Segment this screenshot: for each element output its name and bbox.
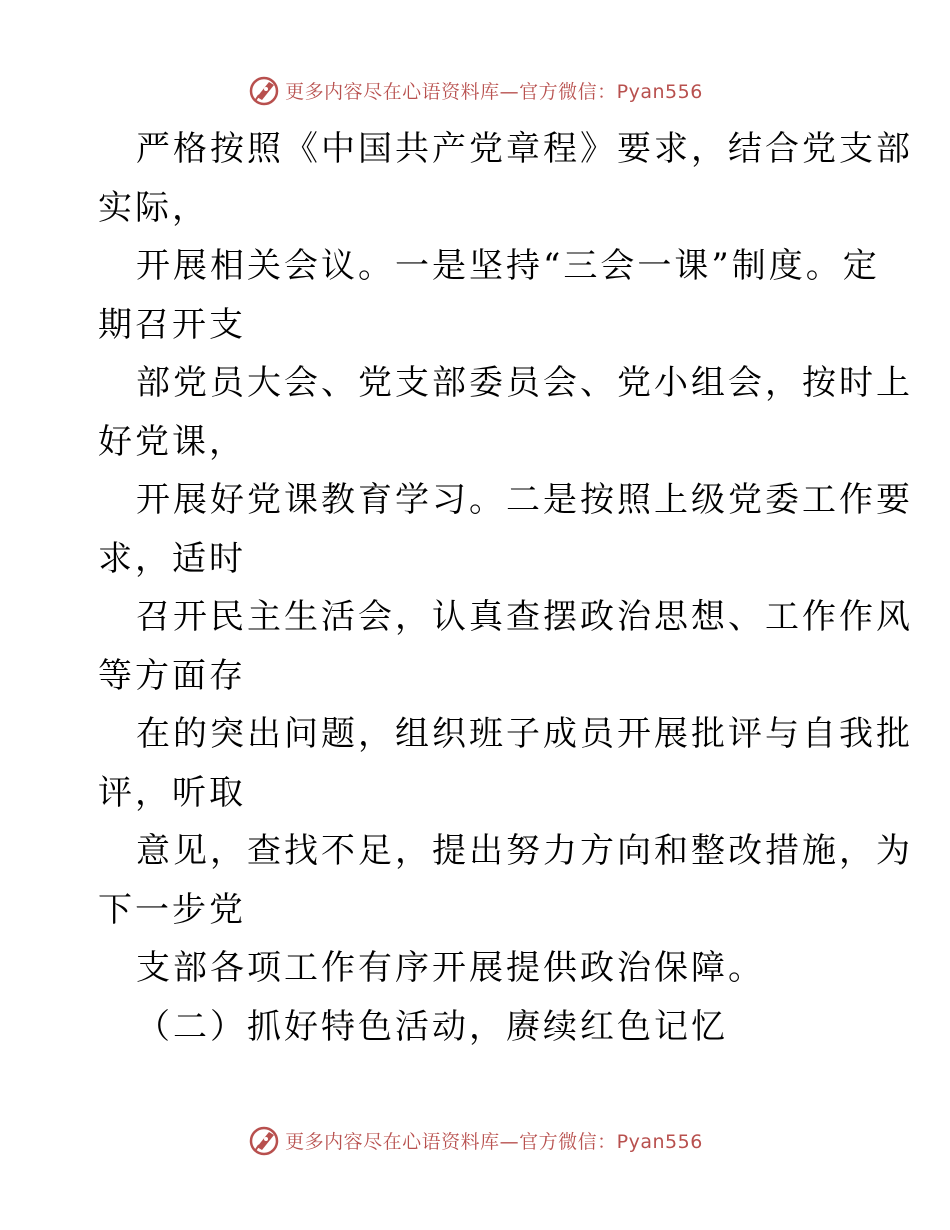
paragraph-line: 好党课， bbox=[98, 421, 246, 462]
paragraph-line: 期召开支 bbox=[98, 304, 246, 345]
paragraph-line: 开展相关会议。一是坚持“三会一课”制度。定 bbox=[136, 246, 880, 286]
watermark-banner-top bbox=[0, 70, 950, 110]
watermark-banner-bottom bbox=[0, 1120, 950, 1160]
paragraph-line: 严格按照《中国共产党章程》要求，结合党支部 bbox=[136, 129, 913, 169]
pen-nib-logo-icon bbox=[247, 1123, 281, 1157]
watermark-text: 更多内容尽在心语资料库—官方微信：Pyan556 bbox=[285, 1130, 703, 1153]
watermark-text: 更多内容尽在心语资料库—官方微信：Pyan556 bbox=[285, 80, 703, 103]
paragraph-line: 求，适时 bbox=[98, 538, 246, 579]
paragraph-line: 在的突出问题，组织班子成员开展批评与自我批 bbox=[136, 714, 913, 754]
paragraph-line: 等方面存 bbox=[98, 655, 246, 696]
paragraph-line: 实际， bbox=[98, 187, 209, 228]
paragraph-line: 部党员大会、党支部委员会、党小组会，按时上 bbox=[136, 363, 913, 403]
pen-nib-logo-icon bbox=[247, 73, 281, 107]
paragraph-line: 下一步党 bbox=[98, 889, 246, 930]
paragraph-line: 召开民主生活会，认真查摆政治思想、工作作风 bbox=[136, 597, 913, 637]
paragraph-line: 意见，查找不足，提出努力方向和整改措施，为 bbox=[136, 831, 913, 871]
paragraph-line: 开展好党课教育学习。二是按照上级党委工作要 bbox=[136, 480, 913, 520]
paragraph-line: 支部各项工作有序开展提供政治保障。 bbox=[136, 948, 765, 988]
paragraph-line: 评，听取 bbox=[98, 772, 246, 813]
paragraph-line: （二）抓好特色活动，赓续红色记忆 bbox=[136, 1006, 728, 1047]
document-body bbox=[98, 120, 913, 1056]
